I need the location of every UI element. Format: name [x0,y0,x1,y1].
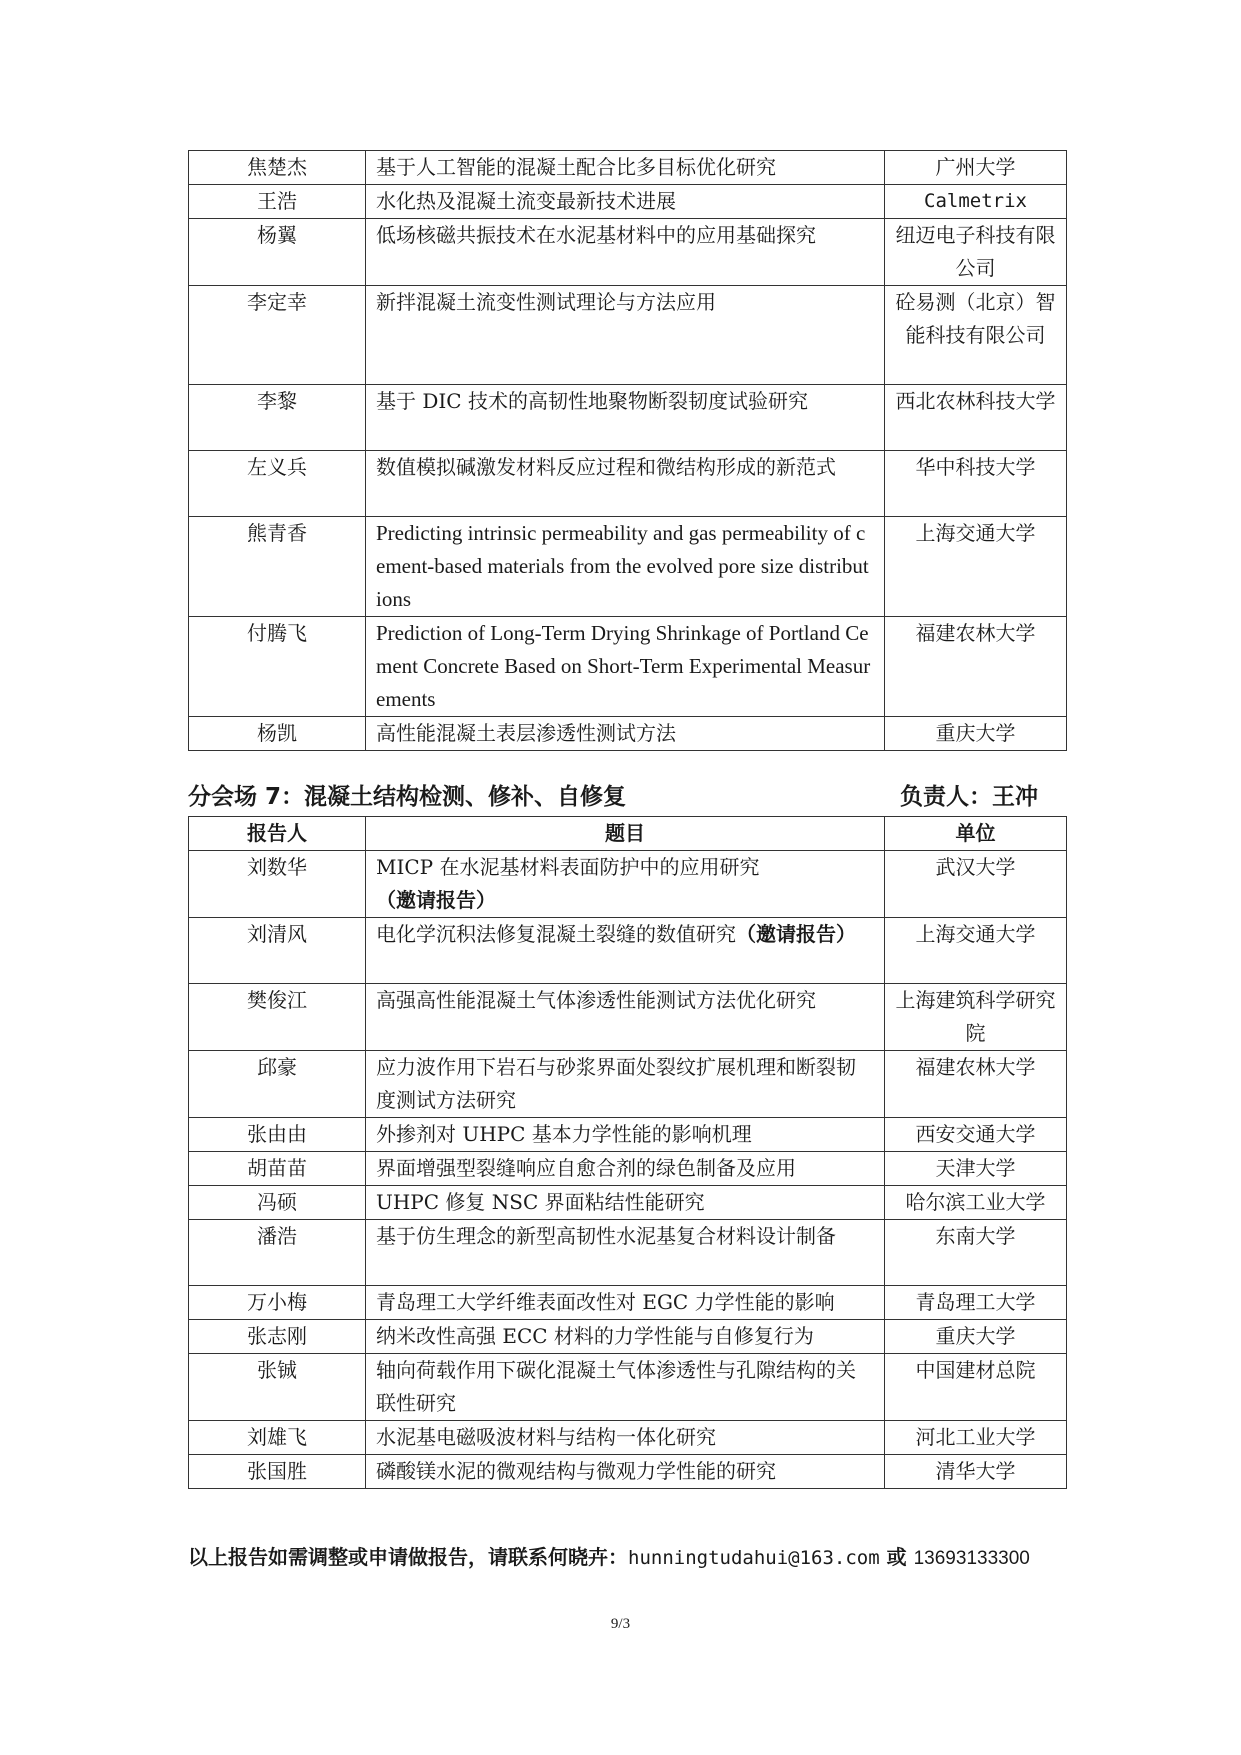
column-header-speaker: 报告人 [189,817,366,851]
session-table [188,816,1067,1489]
session-table-continued [188,150,1067,751]
contact-or: 或 [879,1545,914,1569]
report-topic: 纳米改性高强 ECC 材料的力学性能与自修复行为 [366,1320,885,1354]
speaker-name: 张志刚 [189,1320,366,1354]
report-topic: Prediction of Long-Term Drying Shrinkage of Portland Cement Concrete Based on Short-Term Experimental Measurements [376,621,871,711]
table-row [189,185,1067,219]
report-topic: 青岛理工大学纤维表面改性对 EGC 力学性能的影响 [366,1286,885,1320]
report-topic: 基于仿生理念的新型高韧性水泥基复合材料设计制备 [366,1220,885,1286]
table-header-row [189,817,1067,851]
affiliation: 中国建材总院 [885,1354,1067,1421]
report-topic: UHPC 修复 NSC 界面粘结性能研究 [366,1186,885,1220]
affiliation: 西安交通大学 [885,1118,1067,1152]
affiliation: 砼易测（北京）智能科技有限公司 [885,286,1067,385]
affiliation: 上海交通大学 [885,517,1067,617]
table-row [189,851,1067,918]
speaker-name: 潘浩 [189,1220,366,1286]
report-topic: Predicting intrinsic permeability and gas permeability of cement-based materials from the evolved pore size distributions [376,521,869,611]
report-topic: 新拌混凝土流变性测试理论与方法应用 [366,286,885,385]
affiliation: 武汉大学 [885,851,1067,918]
affiliation: 西北农林科技大学 [885,385,1067,451]
table-row [189,1354,1067,1421]
session-title: 分会场 7：混凝土结构检测、修补、自修复 [188,784,627,810]
table-row [189,918,1067,984]
speaker-name: 李定幸 [189,286,366,385]
session-lead: 负责人：王冲 [900,784,1038,810]
report-topic: 基于 DIC 技术的高韧性地聚物断裂韧度试验研究 [366,385,885,451]
table-row [189,1152,1067,1186]
column-header-topic: 题目 [366,817,885,851]
affiliation: 重庆大学 [885,717,1067,751]
report-topic: 应力波作用下岩石与砂浆界面处裂纹扩展机理和断裂韧度测试方法研究 [366,1051,885,1118]
affiliation: 福建农林大学 [885,617,1067,717]
speaker-name: 李黎 [189,385,366,451]
affiliation: 东南大学 [885,1220,1067,1286]
table-row [189,1286,1067,1320]
speaker-name: 左义兵 [189,451,366,517]
speaker-name: 刘雄飞 [189,1421,366,1455]
column-header-affiliation: 单位 [885,817,1067,851]
speaker-name: 张由由 [189,1118,366,1152]
page-number: 9/3 [610,1616,631,1632]
table-row [189,984,1067,1051]
speaker-name: 张国胜 [189,1455,366,1489]
report-topic: 低场核磁共振技术在水泥基材料中的应用基础探究 [366,219,885,286]
affiliation: 青岛理工大学 [885,1286,1067,1320]
speaker-name: 万小梅 [189,1286,366,1320]
affiliation: 重庆大学 [885,1320,1067,1354]
affiliation: 哈尔滨工业大学 [885,1186,1067,1220]
table-row [189,286,1067,385]
report-topic: 数值模拟碱激发材料反应过程和微结构形成的新范式 [366,451,885,517]
table-row [189,385,1067,451]
table-row [189,517,1067,617]
table-row [189,717,1067,751]
contact-note [188,1542,1030,1574]
speaker-name: 樊俊江 [189,984,366,1051]
affiliation: 华中科技大学 [885,451,1067,517]
report-topic: 基于人工智能的混凝土配合比多目标优化研究 [366,151,885,185]
affiliation: 清华大学 [885,1455,1067,1489]
table-row [189,451,1067,517]
invited-label: （邀请报告） [376,888,496,912]
report-topic: 电化学沉积法修复混凝土裂缝的数值研究 [376,922,736,946]
table-row [189,1051,1067,1118]
speaker-name: 付腾飞 [189,617,366,717]
affiliation: 上海建筑科学研究院 [885,984,1067,1051]
table-row [189,151,1067,185]
speaker-name: 杨翼 [189,219,366,286]
report-topic: 高性能混凝土表层渗透性测试方法 [366,717,885,751]
speaker-name: 刘数华 [189,851,366,918]
affiliation: 天津大学 [885,1152,1067,1186]
table-row [189,1220,1067,1286]
table-row [189,1186,1067,1220]
speaker-name: 张铖 [189,1354,366,1421]
speaker-name: 杨凯 [189,717,366,751]
report-topic: 外掺剂对 UHPC 基本力学性能的影响机理 [366,1118,885,1152]
table-row [189,219,1067,286]
invited-label: （邀请报告） [736,922,856,946]
affiliation: 广州大学 [885,151,1067,185]
affiliation: 福建农林大学 [885,1051,1067,1118]
report-topic: 轴向荷载作用下碳化混凝土气体渗透性与孔隙结构的关联性研究 [366,1354,885,1421]
report-topic: MICP 在水泥基材料表面防护中的应用研究 [376,855,760,879]
report-topic: 高强高性能混凝土气体渗透性能测试方法优化研究 [366,984,885,1051]
speaker-name: 邱豪 [189,1051,366,1118]
table-row [189,1455,1067,1489]
speaker-name: 胡苗苗 [189,1152,366,1186]
affiliation: 纽迈电子科技有限公司 [885,219,1067,286]
table-row [189,617,1067,717]
affiliation: Calmetrix [885,185,1067,219]
speaker-name: 冯硕 [189,1186,366,1220]
speaker-name: 焦楚杰 [189,151,366,185]
contact-email-link[interactable]: hunningtudahui@163.com [628,1547,880,1569]
speaker-name: 熊青香 [189,517,366,617]
table-row [189,1421,1067,1455]
report-topic: 磷酸镁水泥的微观结构与微观力学性能的研究 [366,1455,885,1489]
contact-note-text: 以上报告如需调整或申请做报告，请联系何晓卉： [188,1545,628,1569]
session-heading [188,780,1038,814]
table-row [189,1320,1067,1354]
speaker-name: 刘清风 [189,918,366,984]
table-row [189,1118,1067,1152]
affiliation: 河北工业大学 [885,1421,1067,1455]
contact-phone: 13693133300 [913,1548,1030,1569]
report-topic: 水泥基电磁吸波材料与结构一体化研究 [366,1421,885,1455]
affiliation: 上海交通大学 [885,918,1067,984]
report-topic: 水化热及混凝土流变最新技术进展 [366,185,885,219]
report-topic: 界面增强型裂缝响应自愈合剂的绿色制备及应用 [366,1152,885,1186]
speaker-name: 王浩 [189,185,366,219]
